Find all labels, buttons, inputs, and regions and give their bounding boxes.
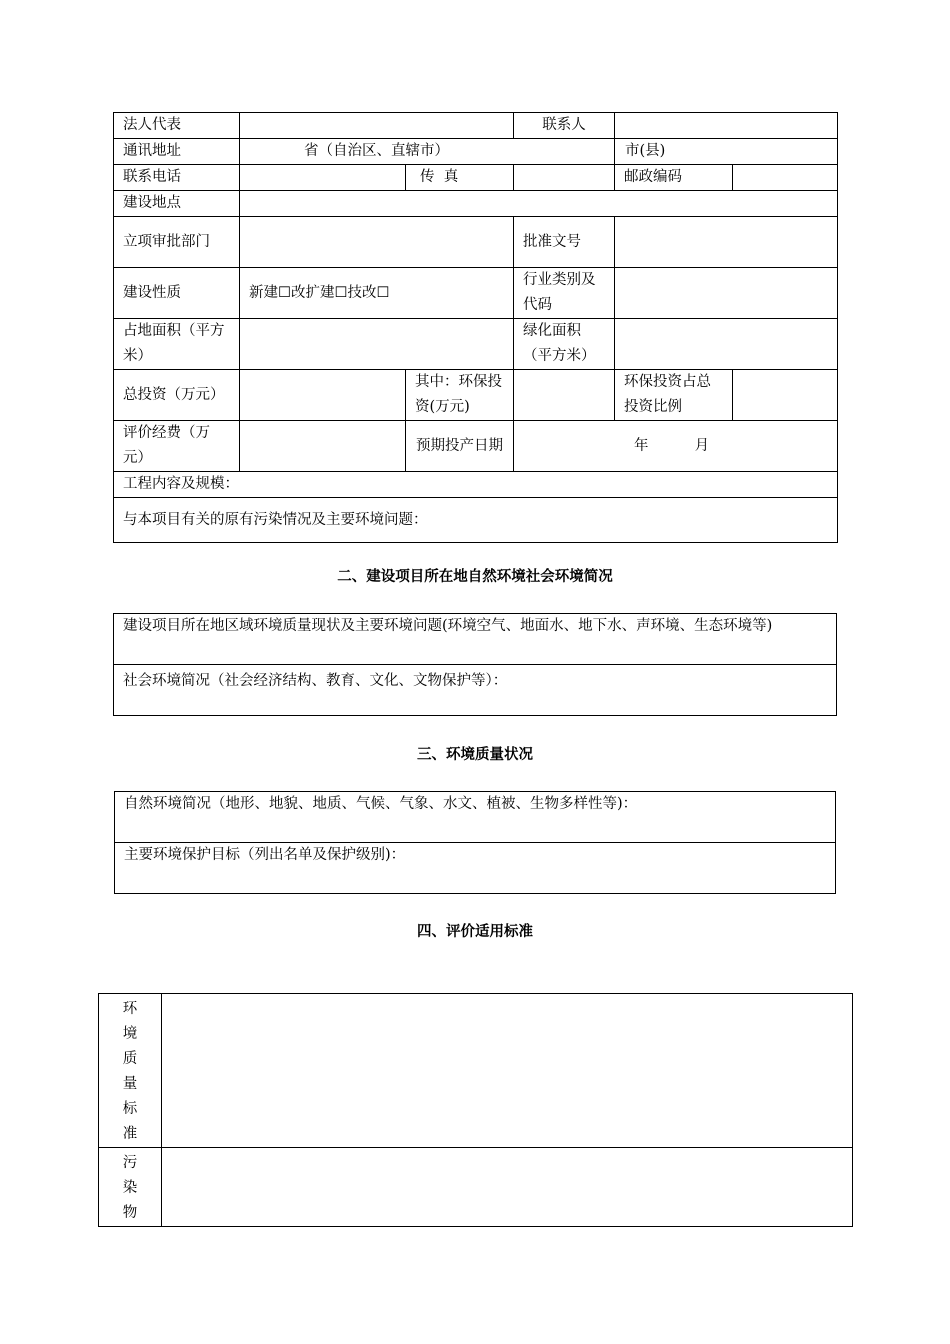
nature-label: 建设性质 [114,268,240,319]
fax-value[interactable] [514,165,615,191]
env-ratio-label: 环保投资占总投资比例 [615,370,733,421]
address-label: 通讯地址 [114,139,240,165]
env-invest-label: 其中：环保投资(万元) [406,370,514,421]
social-env-label: 社会环境简况（社会经济结构、教育、文化、文物保护等）： [114,665,837,716]
phone-label: 联系电话 [114,165,240,191]
section4-heading: 四、评价适用标准 [417,924,533,940]
env-quality-standard-value[interactable] [162,994,853,1148]
site-label: 建设地点 [114,191,240,217]
contact-person-label: 联系人 [514,113,615,139]
natural-env-label: 自然环境简况（地形、地貌、地质、气候、气象、水文、植被、生物多样性等)： [115,792,836,843]
env-quality-standard-label: 环境质量标准 [122,1001,138,1142]
postcode-value[interactable] [733,165,838,191]
pollutant-label: 污染物 [122,1155,138,1221]
land-area-value[interactable] [240,319,514,370]
nature-options[interactable]: 新建☐改扩建☐技改☐ [240,268,514,319]
env-quality-table [114,791,836,894]
eval-cost-value[interactable] [240,421,406,472]
total-invest-value[interactable] [240,370,406,421]
city-label: 市(县) [615,139,838,165]
prod-date-label: 预期投产日期 [406,421,514,472]
regional-env-label: 建设项目所在地区域环境质量现状及主要环境问题(环境空气、地面水、地下水、声环境、生态环境等) [114,614,837,665]
pollutant-value[interactable] [162,1148,853,1227]
section2-heading: 二、建设项目所在地自然环境社会环境简况 [337,569,613,585]
green-area-label: 绿化面积（平方米） [514,319,615,370]
industry-label: 行业类别及代码 [514,268,615,319]
industry-value[interactable] [615,268,838,319]
env-invest-value[interactable] [514,370,615,421]
approval-dept-value[interactable] [240,217,514,268]
pollution-label: 与本项目有关的原有污染情况及主要环境问题： [114,498,838,543]
land-area-label: 占地面积（平方米） [114,319,240,370]
contact-person-value[interactable] [615,113,838,139]
legal-rep-value[interactable] [240,113,514,139]
env-ratio-value[interactable] [733,370,838,421]
green-area-value[interactable] [615,319,838,370]
prod-date-value[interactable]: 年 月 [514,421,838,472]
eval-cost-label: 评价经费（万元） [114,421,240,472]
protection-targets-label: 主要环境保护目标（列出名单及保护级别)： [115,843,836,894]
legal-rep-label: 法人代表 [114,113,240,139]
fax-label: 传 真 [406,165,514,191]
postcode-label: 邮政编码 [615,165,733,191]
approval-no-label: 批准文号 [514,217,615,268]
standards-table [98,993,853,1227]
province-label: 省（自治区、直辖市） [240,139,615,165]
approval-dept-label: 立项审批部门 [114,217,240,268]
scope-label: 工程内容及规模： [114,472,838,498]
site-value[interactable] [240,191,838,217]
approval-no-value[interactable] [615,217,838,268]
total-invest-label: 总投资（万元） [114,370,240,421]
phone-value[interactable] [240,165,406,191]
surroundings-table [113,613,837,716]
project-info-table [113,112,838,543]
section3-heading: 三、环境质量状况 [417,747,533,763]
